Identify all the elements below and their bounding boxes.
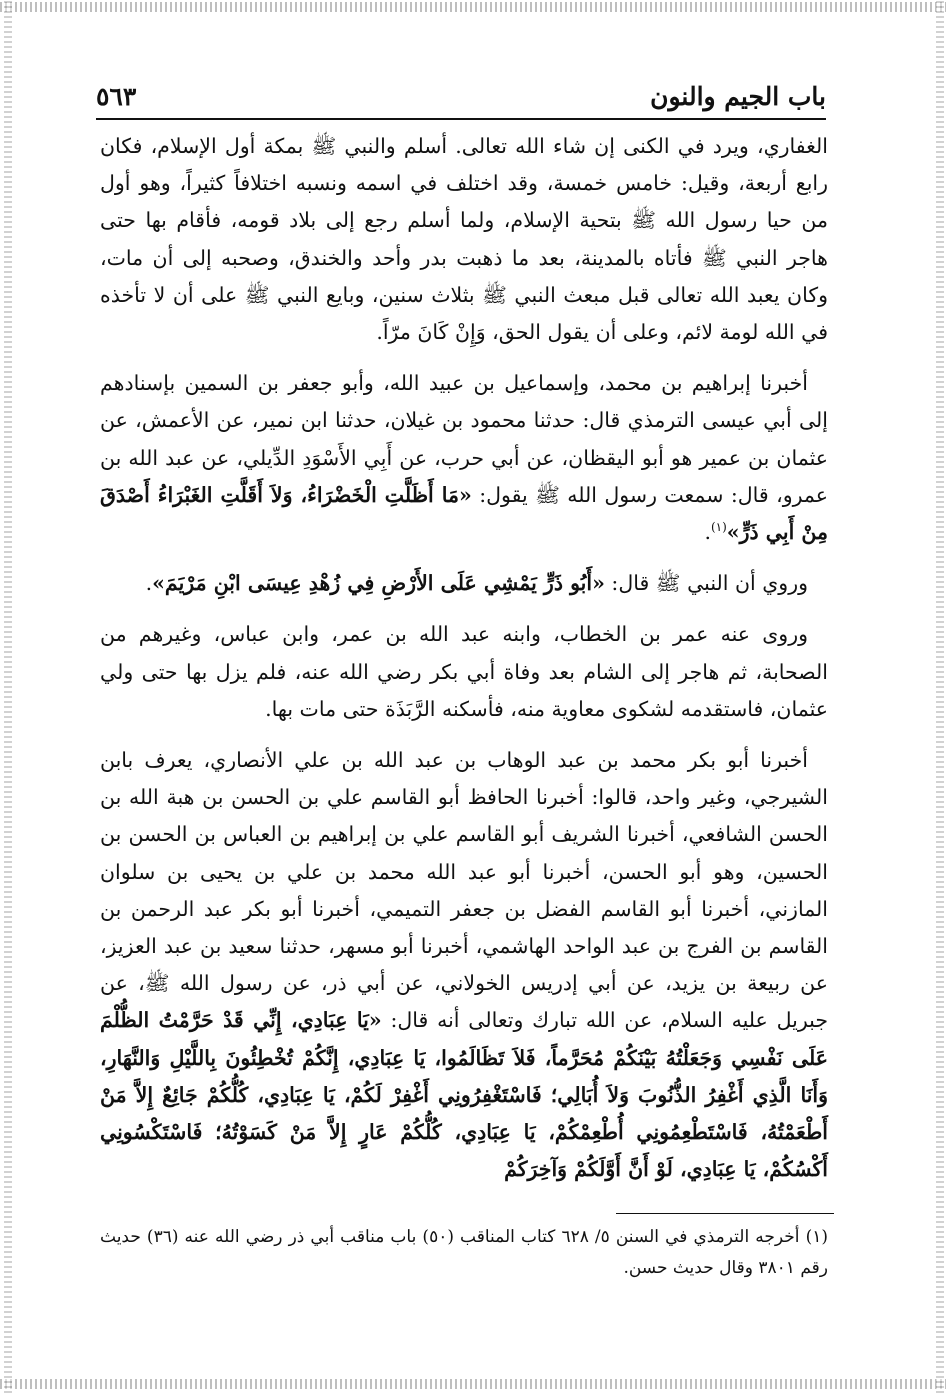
- footnote: [100, 1222, 828, 1284]
- footnote-text: (١) أخرجه الترمذي في السنن ٥/ ٦٢٨ كتاب المناقب (٥٠) باب مناقب أبي ذر رضي الله عنه (٣٦) حديث رقم ٣٨٠١ وقال حديث حسن.: [100, 1227, 828, 1278]
- text-run: وروى عنه عمر بن الخطاب، وابنه عبد الله بن عمر، وابن عباس، وغيرهم من الصحابة، ثم هاجر إلى الشام بعد وفاة أبي بكر رضي الله عنه، فلم يزل بها حتى ولي عثمان، فاستقدمه لشكوى معاوية منه، فأسكنه الرَّبَذَة حتى مات بها.: [100, 622, 828, 721]
- left-ornament-border: [4, 0, 12, 1393]
- paragraph-3: [100, 565, 828, 602]
- text-run: .: [145, 571, 153, 596]
- right-ornament-border: [936, 0, 944, 1393]
- main-text: [100, 128, 828, 1202]
- hadith-quote: «أَبُو ذَرٍّ يَمْشِي عَلَى الأَرْضِ فِي زُهْدِ عِيسَى ابْنِ مَرْيَمَ»: [152, 571, 605, 596]
- running-head: باب الجيم والنون: [650, 82, 826, 111]
- text-run: أخبرنا إبراهيم بن محمد، وإسماعيل بن عبيد الله، وأبو جعفر بن السمين بإسنادهم إلى أبي عيسى الترمذي قال: حدثنا محمود بن غيلان، حدثنا ابن نمير، عن الأعمش، عن عثمان بن عمير هو أبو اليقظان، عن أبي حرب، عن أَبِي الأَسْوَدِ الدِّيلي، عن عبد الله بن عمرو، قال: سمعت رسول الله ﷺ يقول:: [100, 371, 829, 507]
- hadith-quote: «يَا عِبَادِي، إِنِّي قَدْ حَرَّمْتُ الظُّلْمَ عَلَى نَفْسِي وَجَعَلْتُهُ بَيْنَكُمْ مُحَرَّماً، فَلاَ تَظَالَمُوا، يَا عِبَادِي، إِنَّكُمْ تُخْطِئُونَ بِاللَّيْلِ وَالنَّهَارِ، وَأَنَا الَّذِي أَغْفِرُ الذُّنُوبَ وَلاَ أُبَالِي؛ فَاسْتَغْفِرُونِي أَغْفِرْ لَكُمْ، يَا عِبَادِي، كُلُّكُمْ جَائِعٌ إِلاَّ مَنْ أَطْعَمْتُهُ، فَاسْتَطْعِمُونِي أُطْعِمْكُمْ، يَا عِبَادِي، كُلُّكُمْ عَارٍ إِلاَّ مَنْ كَسَوْتُهُ؛ فَاسْتَكْسُونِي أَكْسُكُمْ، يَا عِبَادِي، لَوْ أَنَّ أَوَّلَكُمْ وَآخِرَكُمْ: [100, 1008, 828, 1182]
- paragraph-5: [100, 742, 828, 1188]
- text-run: .: [704, 520, 711, 545]
- paragraph-1: [100, 128, 828, 351]
- text-run: الغفاري، ويرد في الكنى إن شاء الله تعالى. أسلم والنبي ﷺ بمكة أول الإسلام، فكان رابع أربعة، وقيل: خامس خمسة، وقد اختلف في اسمه ونسبه اختلافاً كثيراً، وهو أول من حيا رسول الله ﷺ بتحية الإسلام، ولما أسلم رجع إلى بلاد قومه، فأقام بها حتى هاجر النبي ﷺ فأتاه بالمدينة، بعد ما ذهبت بدر وأحد والخندق، وصحبه إلى أن مات، وكان يعبد الله تعالى قبل مبعث النبي ﷺ بثلاث سنين، وبايع النبي ﷺ على أن لا تأخذه في الله لومة لائم، وعلى أن يقول الحق، وَإِنْ كَانَ مرّاً.: [100, 134, 828, 345]
- top-ornament-border: [0, 2, 946, 12]
- page-number: ٥٦٣: [96, 82, 137, 111]
- hadith-quote: «مَا أَظَلَّتِ الْخَضْرَاءُ، وَلاَ أَقَلَّتِ الغَبْرَاءُ أَصْدَقَ مِنْ أَبِي ذَرٍّ»: [100, 482, 828, 545]
- text-run: وروي أن النبي ﷺ قال:: [604, 571, 808, 596]
- text-run: أخبرنا أبو بكر محمد بن عبد الوهاب بن عبد الله بن علي الأنصاري، يعرف بابن الشيرجي، وغير واحد، قالوا: أخبرنا الحافظ أبو القاسم علي بن الحسن بن هبة الله بن الحسن الشافعي، أخبرنا الشريف أبو القاسم علي بن إبراهيم بن العباس بن الحسن بن الحسين، وهو أبو الحسن، أخبرنا أبو عبد الله محمد بن علي بن يحيى بن سلوان المازني، أخبرنا أبو القاسم الفضل بن جعفر التميمي، أخبرنا أبو بكر عبد الرحمن بن القاسم بن الفرج بن عبد الواحد الهاشمي، أخبرنا أبو مسهر، حدثنا سعيد بن عبد العزيز، عن ربيعة بن يزيد، عن أبي إدريس الخولاني، عن أبي ذر، عن رسول الله ﷺ، عن جبريل عليه السلام، عن الله تبارك وتعالى أنه قال:: [100, 748, 828, 1033]
- bottom-ornament-border: [0, 1379, 946, 1389]
- paragraph-4: [100, 616, 828, 728]
- footnote-separator: [616, 1213, 834, 1214]
- paragraph-2: [100, 365, 828, 551]
- footnote-marker: (١): [710, 520, 727, 535]
- page-header: [96, 82, 826, 120]
